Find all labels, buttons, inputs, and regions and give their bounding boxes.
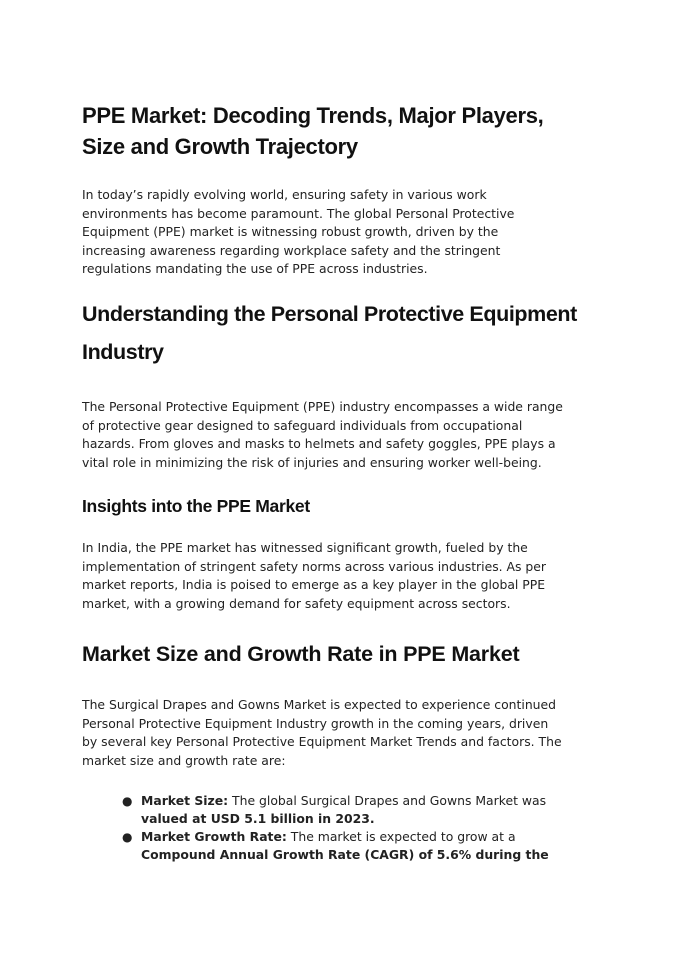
paragraph-line: market, with a growing demand for safety equipment across sectors. <box>82 595 511 611</box>
paragraph-line: The Personal Protective Equipment (PPE) industry encompasses a wide range <box>82 399 563 414</box>
paragraph-line: The Surgical Drapes and Gowns Market is expected to experience continued <box>82 697 557 712</box>
bullet-text: The global Surgical Drapes and Gowns Market was <box>228 793 547 808</box>
paragraph-line: implementation of stringent safety norms across various industries. As per <box>82 558 546 574</box>
bullet-icon: ● <box>122 794 133 808</box>
page-title <box>82 100 602 162</box>
paragraph-line: In India, the PPE market has witnessed significant growth, fueled by the <box>82 540 528 555</box>
industry-paragraph <box>82 398 602 472</box>
paragraph-line: Personal Protective Equipment Industry growth in the coming years, driven <box>82 715 549 731</box>
bullet-bold-text: valued at USD 5.1 billion in 2023. <box>141 811 375 826</box>
section-heading-insights <box>82 494 602 518</box>
paragraph-line: market size and growth rate are: <box>82 752 286 768</box>
title-line: PPE Market: Decoding Trends, Major Players, <box>82 103 544 128</box>
paragraph-line: of protective gear designed to safeguard individuals from occupational <box>82 417 523 433</box>
title-line: Size and Growth Trajectory <box>82 134 358 159</box>
paragraph-line: by several key Personal Protective Equipment Market Trends and factors. The <box>82 734 562 749</box>
heading-line: Industry <box>82 340 164 364</box>
heading-line: Understanding the Personal Protective Equipment <box>82 302 577 326</box>
bullet-label: Market Size: <box>141 793 229 808</box>
bullet-icon: ● <box>122 830 133 844</box>
paragraph-line: Equipment (PPE) market is witnessing robust growth, driven by the <box>82 224 499 239</box>
paragraph-line: environments has become paramount. The global Personal Protective <box>82 205 515 221</box>
list-item <box>120 792 600 828</box>
section-heading-industry <box>82 295 622 371</box>
insights-paragraph <box>82 539 602 613</box>
bullet-text: The market is expected to grow at a <box>286 829 516 844</box>
paragraph-line: increasing awareness regarding workplace safety and the stringent <box>82 242 501 258</box>
paragraph-line: regulations mandating the use of PPE across industries. <box>82 261 428 276</box>
section-heading-market-size <box>82 639 602 669</box>
market-bullet-list <box>120 792 600 864</box>
market-size-paragraph <box>82 696 602 770</box>
bullet-label: Market Growth Rate: <box>141 829 287 844</box>
paragraph-line: vital role in minimizing the risk of injuries and ensuring worker well-being. <box>82 454 542 470</box>
paragraph-line: In today’s rapidly evolving world, ensuring safety in various work <box>82 187 487 202</box>
heading-text: Market Size and Growth Rate in PPE Market <box>82 642 520 666</box>
bullet-bold-text: Compound Annual Growth Rate (CAGR) of 5.6% during the <box>141 847 549 862</box>
intro-paragraph <box>82 186 602 279</box>
heading-text: Insights into the PPE Market <box>82 496 310 516</box>
paragraph-line: hazards. From gloves and masks to helmets and safety goggles, PPE plays a <box>82 436 556 451</box>
list-item <box>120 828 600 864</box>
paragraph-line: market reports, India is poised to emerge as a key player in the global PPE <box>82 577 546 592</box>
